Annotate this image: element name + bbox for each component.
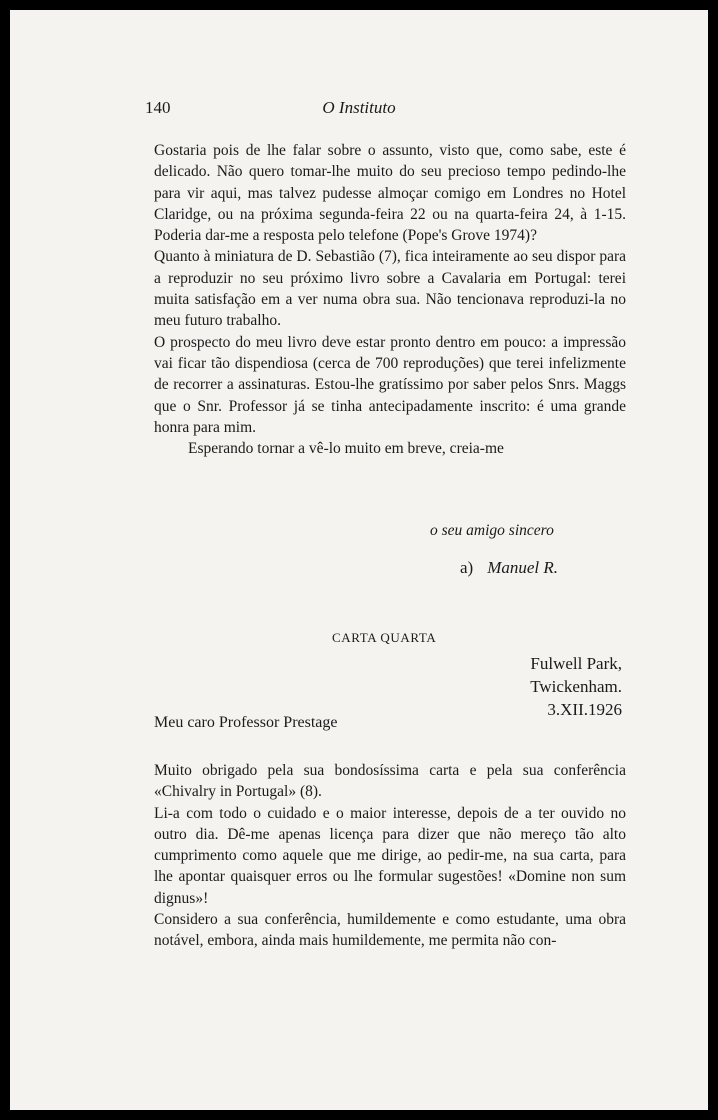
running-title: O Instituto <box>322 98 396 117</box>
paragraph: Muito obrigado pela sua bondosíssima carta e pela sua conferência «Chivalry in Portugal» (8). <box>154 762 626 801</box>
closing-line: Esperando tornar a vê-lo muito em breve, creia-me <box>188 440 504 458</box>
sender-address <box>530 652 622 721</box>
document-page <box>10 10 708 1110</box>
valediction: o seu amigo sincero <box>430 522 554 539</box>
signature <box>460 558 558 578</box>
paragraph: Quanto à miniatura de D. Sebastião (7), fica inteiramente ao seu dispor para a reproduzir no seu próximo livro sobre a Cavalaria em Portugal: terei muita satisfação em a ver numa obra sua. Não tencionava reproduzi-la no meu futuro trabalho. <box>154 248 626 330</box>
address-line: Twickenham. <box>530 677 622 696</box>
date-line: 3.XII.1926 <box>547 700 622 719</box>
address-line: Fulwell Park, <box>530 654 622 673</box>
paragraph: Gostaria pois de lhe falar sobre o assunto, visto que, como sabe, este é delicado. Não quero tomar-lhe muito do seu precioso tempo pedindo-lhe para vir aqui, mas talvez pudesse almoçar comigo em Londres no Hotel Claridge, ou na próxima segunda-feira 22 ou na quarta-feira 24, à 1-15. Poderia dar-me a resposta pelo telefone (Pope's Grove 1974)? <box>154 142 626 245</box>
signature-prefix: a) <box>460 558 474 577</box>
paragraph: Considero a sua conferência, humildemente e como estudante, uma obra notável, embora, ainda mais humildemente, me permita não con- <box>154 911 626 950</box>
salutation: Meu caro Professor Prestage <box>154 714 338 731</box>
paragraph: O prospecto do meu livro deve estar pronto dentro em pouco: a impressão vai ficar tão dispendiosa (cerca de 700 reproduções) que terei infelizmente de recorrer a assinaturas. Estou-lhe gratíssimo por saber pelos Snrs. Maggs que o Snr. Professor já se tinha antecipadamente inscrito: é uma grande honra para mim. <box>154 333 626 436</box>
page-header <box>10 98 708 126</box>
paragraph: Li-a com todo o cuidado e o maior interesse, depois de a ter ouvido no outro dia. Dê-me apenas licença para dizer que não mereço tão alto cumprimento como aquele que me dirige, ao pedir-me, na sua carta, para lhe apontar quaisquer erros ou lhe formular sugestões! «Domine non sum dignus»! <box>154 804 626 907</box>
page-number: 140 <box>145 98 171 117</box>
letter-four-body <box>154 760 626 952</box>
letter-three-body <box>154 140 626 459</box>
section-heading: CARTA QUARTA <box>332 630 437 645</box>
signature-name: Manuel R. <box>487 558 559 577</box>
